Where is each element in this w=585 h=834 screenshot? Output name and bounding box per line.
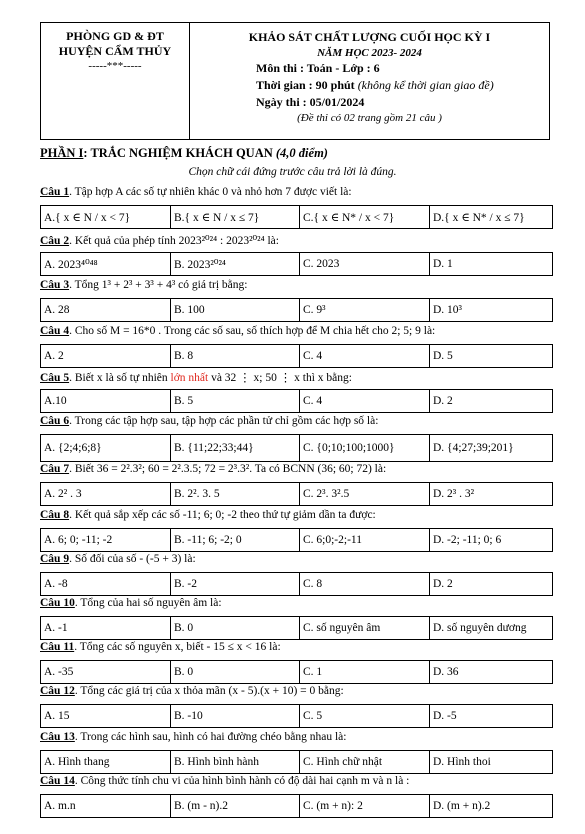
question-text: . Biết x là số tự nhiên <box>69 372 171 384</box>
part-points: (4,0 điểm) <box>275 146 328 160</box>
option-b[interactable]: B. {11;22;33;44} <box>170 435 299 461</box>
option-b[interactable]: B. 8 <box>170 345 299 367</box>
question-text: . Cho số M = 16*0 . Trong các số sau, số thích hợp để M chia hết cho 2; 5; 9 là: <box>69 325 436 337</box>
question-10 <box>40 597 550 609</box>
question-number: Câu 12 <box>40 685 75 697</box>
department-name: PHÒNG GD & ĐT <box>66 29 164 43</box>
answer-options <box>40 794 553 818</box>
question-text: và 32 ⋮ x; 50 ⋮ x thì x bằng: <box>208 372 352 384</box>
question-text: . Trong các hình sau, hình có hai đường chéo bằng nhau là: <box>74 731 347 743</box>
time-note: (không kể thời gian giao đề) <box>357 78 494 92</box>
part-label: PHẦN I <box>40 146 84 160</box>
answer-options <box>40 389 553 413</box>
option-c[interactable]: C. 5 <box>299 705 429 727</box>
option-a[interactable]: A. 6; 0; -11; -2 <box>44 534 113 546</box>
question-3 <box>40 279 550 291</box>
exam-title: KHẢO SÁT CHẤT LƯỢNG CUỐI HỌC KỲ I <box>248 30 491 44</box>
question-number: Câu 7 <box>40 463 70 475</box>
question-text: . Trong các tập hợp sau, tập hợp các phần tử chỉ gồm các hợp số là: <box>69 415 379 427</box>
question-text: . Tổng 1³ + 2³ + 3³ + 4³ có giá trị bằng: <box>69 279 248 291</box>
option-d[interactable]: D. -2; -11; 0; 6 <box>429 529 552 551</box>
option-c[interactable]: C. (m + n): 2 <box>299 795 429 817</box>
subject-line: Môn thi : Toán - Lớp : 6 <box>256 61 380 75</box>
answer-options <box>40 660 553 684</box>
option-b[interactable]: B. 100 <box>170 299 299 321</box>
answer-options <box>40 616 553 640</box>
option-b[interactable]: B. -10 <box>170 705 299 727</box>
option-c[interactable]: C. 9³ <box>299 299 429 321</box>
option-d[interactable]: D. 2 <box>429 573 552 595</box>
option-a[interactable]: A. 28 <box>44 304 70 316</box>
option-d[interactable]: D. 2³ . 3² <box>429 483 552 505</box>
time-text: Thời gian : 90 phút <box>256 78 355 92</box>
department-box <box>41 23 190 139</box>
option-c[interactable]: C. Hình chữ nhật <box>299 751 429 773</box>
option-c[interactable]: C. 1 <box>299 661 429 683</box>
answer-options <box>40 434 553 462</box>
answer-options <box>40 344 553 368</box>
question-number: Câu 4 <box>40 325 70 337</box>
option-b[interactable]: B. -2 <box>170 573 299 595</box>
option-a[interactable]: A. 15 <box>44 710 70 722</box>
option-c[interactable]: C. 6;0;-2;-11 <box>299 529 429 551</box>
page-note: (Đề thi có 02 trang gồm 21 câu ) <box>297 112 442 124</box>
question-4 <box>40 325 550 337</box>
stars-divider: -----***----- <box>88 60 142 72</box>
instruction: Chọn chữ cái đứng trước câu trả lời là đúng. <box>188 166 397 178</box>
district-name: HUYỆN CẨM THỦY <box>58 44 172 58</box>
question-text: . Tổng các giá trị của x thỏa mãn (x - 5).(x + 10) = 0 bằng: <box>74 685 344 697</box>
option-d[interactable]: D. (m + n).2 <box>429 795 552 817</box>
answer-options <box>40 252 553 276</box>
question-5 <box>40 370 550 384</box>
question-text: . Kết quả của phép tính 2023²⁰²⁴ : 2023²⁰²⁴ là: <box>69 235 279 247</box>
option-a[interactable]: A. 2023⁴⁰⁴⁸ <box>44 259 98 271</box>
option-b[interactable]: B. -11; 6; -2; 0 <box>170 529 299 551</box>
option-c[interactable]: C. {0;10;100;1000} <box>299 435 429 461</box>
question-14 <box>40 775 550 787</box>
option-a[interactable]: A.{ x ∈ N / x < 7} <box>44 212 131 224</box>
option-d[interactable]: D. {4;27;39;201} <box>429 435 552 461</box>
part-heading <box>40 146 328 161</box>
option-d[interactable]: D. số nguyên dương <box>429 617 552 639</box>
answer-options <box>40 482 553 506</box>
option-c[interactable]: C. 2023 <box>299 253 429 275</box>
option-a[interactable]: A. -1 <box>44 622 68 634</box>
answer-options <box>40 298 553 322</box>
question-text: . Biết 36 = 2².3²; 60 = 2².3.5; 72 = 2³.3². Ta có BCNN (36; 60; 72) là: <box>69 463 387 475</box>
question-text: . Tổng các số nguyên x, biết - 15 ≤ x < 16 là: <box>74 641 281 653</box>
question-number: Câu 2 <box>40 235 70 247</box>
question-13 <box>40 731 550 743</box>
option-d[interactable]: D. 36 <box>429 661 552 683</box>
question-7 <box>40 463 550 475</box>
option-a[interactable]: A. m.n <box>44 800 76 812</box>
option-b[interactable]: B. 5 <box>170 390 299 412</box>
question-2 <box>40 233 550 247</box>
question-number: Câu 8 <box>40 509 70 521</box>
option-d[interactable]: D.{ x ∈ N* / x ≤ 7} <box>429 206 552 228</box>
question-number: Câu 1 <box>40 186 70 198</box>
question-8 <box>40 509 550 521</box>
question-number: Câu 9 <box>40 553 70 565</box>
answer-options <box>40 572 553 596</box>
question-12 <box>40 685 550 697</box>
option-b[interactable]: B. 2023²⁰²⁴ <box>170 253 299 275</box>
answer-options <box>40 528 553 552</box>
option-c[interactable]: C. 4 <box>299 345 429 367</box>
option-a[interactable]: A. -8 <box>44 578 68 590</box>
option-c[interactable]: C. 4 <box>299 390 429 412</box>
option-d[interactable]: D. Hình thoi <box>429 751 552 773</box>
option-d[interactable]: D. 10³ <box>429 299 552 321</box>
option-b[interactable]: B. 2². 3. 5 <box>170 483 299 505</box>
question-11 <box>40 641 550 653</box>
option-c[interactable]: C. 8 <box>299 573 429 595</box>
option-c[interactable]: C. số nguyên âm <box>299 617 429 639</box>
option-c[interactable]: C.{ x ∈ N* / x < 7} <box>299 206 429 228</box>
answer-options <box>40 750 553 774</box>
option-a[interactable]: A. -35 <box>44 666 74 678</box>
option-a[interactable]: A.10 <box>44 395 67 407</box>
option-a[interactable]: A. 2 <box>44 350 64 362</box>
question-text: . Kết quả sắp xếp các số -11; 6; 0; -2 theo thứ tự giảm dần ta được: <box>69 509 376 521</box>
option-a[interactable]: A. 2² . 3 <box>44 488 82 500</box>
time-line <box>190 77 549 94</box>
option-c[interactable]: C. 2³. 3².5 <box>299 483 429 505</box>
question-number: Câu 5 <box>40 372 70 384</box>
question-number: Câu 13 <box>40 731 75 743</box>
answer-options <box>40 704 553 728</box>
option-d[interactable]: D. 1 <box>429 253 552 275</box>
option-b[interactable]: B. (m - n).2 <box>170 795 299 817</box>
question-1 <box>40 186 550 198</box>
answer-options <box>40 205 553 229</box>
question-number: Câu 10 <box>40 597 75 609</box>
option-b[interactable]: B.{ x ∈ N / x ≤ 7} <box>170 206 299 228</box>
exam-header <box>40 22 550 140</box>
option-b[interactable]: B. Hình bình hành <box>170 751 299 773</box>
question-6 <box>40 415 550 427</box>
question-number: Câu 14 <box>40 775 75 787</box>
option-d[interactable]: D. 2 <box>429 390 552 412</box>
option-b[interactable]: B. 0 <box>170 617 299 639</box>
question-text: . Tổng của hai số nguyên âm là: <box>74 597 222 609</box>
option-b[interactable]: B. 0 <box>170 661 299 683</box>
exam-info-box <box>190 23 549 139</box>
part-title: : TRẮC NGHIỆM KHÁCH QUAN <box>83 146 273 160</box>
school-year: NĂM HỌC 2023- 2024 <box>317 47 422 59</box>
date-line: Ngày thi : 05/01/2024 <box>256 95 365 109</box>
option-d[interactable]: D. 5 <box>429 345 552 367</box>
option-a[interactable]: A. {2;4;6;8} <box>44 442 102 454</box>
question-text: . Số đối của số - (-5 + 3) là: <box>69 553 196 565</box>
option-a[interactable]: A. Hình thang <box>44 756 110 768</box>
question-number: Câu 3 <box>40 279 70 291</box>
question-number: Câu 11 <box>40 641 75 653</box>
question-text: . Công thức tính chu vi của hình bình hành có độ dài hai cạnh m và n là : <box>74 775 410 787</box>
option-d[interactable]: D. -5 <box>429 705 552 727</box>
question-text: . Tập hợp A các số tự nhiên khác 0 và nhỏ hơn 7 được viết là: <box>69 186 352 198</box>
question-number: Câu 6 <box>40 415 70 427</box>
question-9 <box>40 553 550 565</box>
question-emphasis: lớn nhất <box>170 372 209 384</box>
